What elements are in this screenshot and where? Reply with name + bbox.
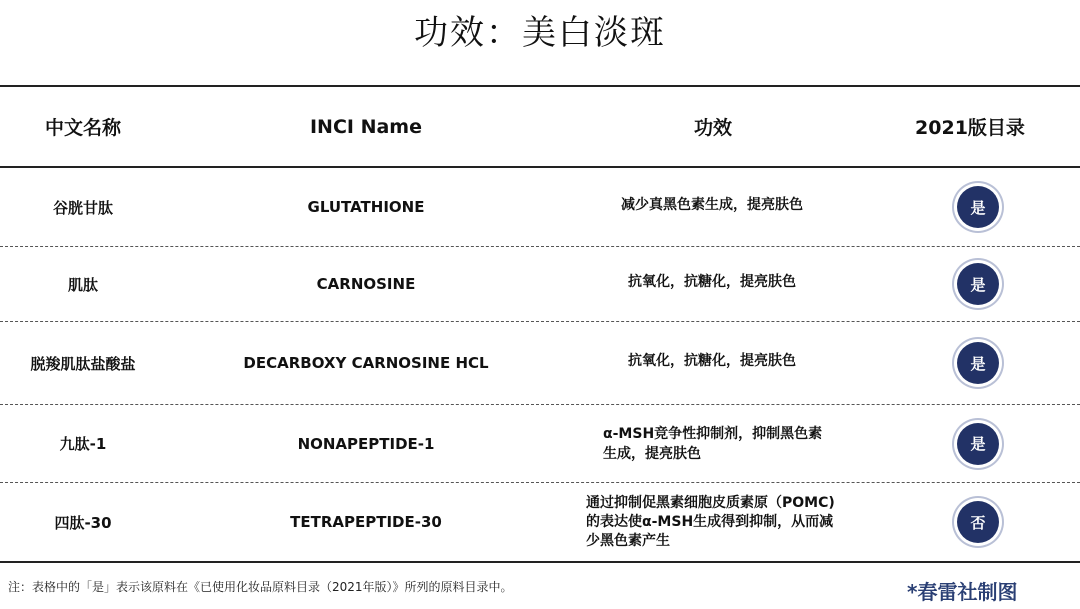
inci-name-cell: CARNOSINE [316,275,416,293]
effect-line: α-MSH竞争性抑制剂，抑制黑色素 [603,425,823,442]
table-header [0,87,1080,166]
brand-credit: *春雷社制图 [907,580,1018,604]
catalog-cell [860,168,1080,246]
effect-line: 通过抑制促黑素细胞皮质素原（POMC) [586,494,835,511]
footnote: 注：表格中的「是」表示该原料在《已使用化妆品原料目录（2021年版）》所列的原料目录中。 [8,580,513,594]
table-bottom-rule [0,561,1080,563]
table-row [0,483,1080,561]
inci-name-cell: GLUTATHIONE [307,198,425,216]
catalog-status-badge: 是 [957,342,999,384]
cn-name-cell: 九肽-1 [59,435,107,453]
effect-text: 抗氧化，抗糖化，提亮肤色 [628,353,796,369]
cn-name-cell: 肌肽 [67,275,98,294]
effect-line: 生成，提亮肤色 [603,445,701,462]
catalog-status-badge: 是 [957,263,999,305]
catalog-cell [860,483,1080,561]
header-effect: 功效 [693,117,732,139]
effect-cell [566,405,897,482]
effect-text: 减少真黑色素生成，提亮肤色 [621,197,803,213]
catalog-cell [860,405,1080,482]
effect-line: 少黑色素产生 [586,532,670,549]
catalog-status-badge: 否 [957,501,999,543]
table-row [0,405,1080,482]
catalog-cell [860,322,1080,404]
effect-text [586,494,835,551]
catalog-status-badge: 是 [957,186,999,228]
effect-text [603,424,822,464]
header-catalog: 2021版目录 [915,117,1025,139]
inci-name-cell: NONAPEPTIDE-1 [297,434,435,453]
header-cn-name: 中文名称 [44,117,121,139]
table-row [0,247,1080,321]
effect-cell [566,483,880,561]
cn-name-cell: 四肽-30 [54,513,112,532]
page-title: 功效：美白淡斑 [414,13,666,53]
effect-line: 的表达使α-MSH生成得到抑制，从而减 [586,513,834,530]
catalog-cell [860,247,1080,321]
inci-name-cell: DECARBOXY CARNOSINE HCL [243,354,489,372]
header-inci-name: INCI Name [309,115,422,138]
cn-name-cell: 脱羧肌肽盐酸盐 [30,354,136,373]
table-row [0,322,1080,404]
inci-name-cell: TETRAPEPTIDE-30 [290,513,442,531]
table-row [0,168,1080,246]
effect-text: 抗氧化，抗糖化，提亮肤色 [628,274,796,290]
catalog-status-badge: 是 [957,423,999,465]
cn-name-cell: 谷胱甘肽 [52,198,113,217]
